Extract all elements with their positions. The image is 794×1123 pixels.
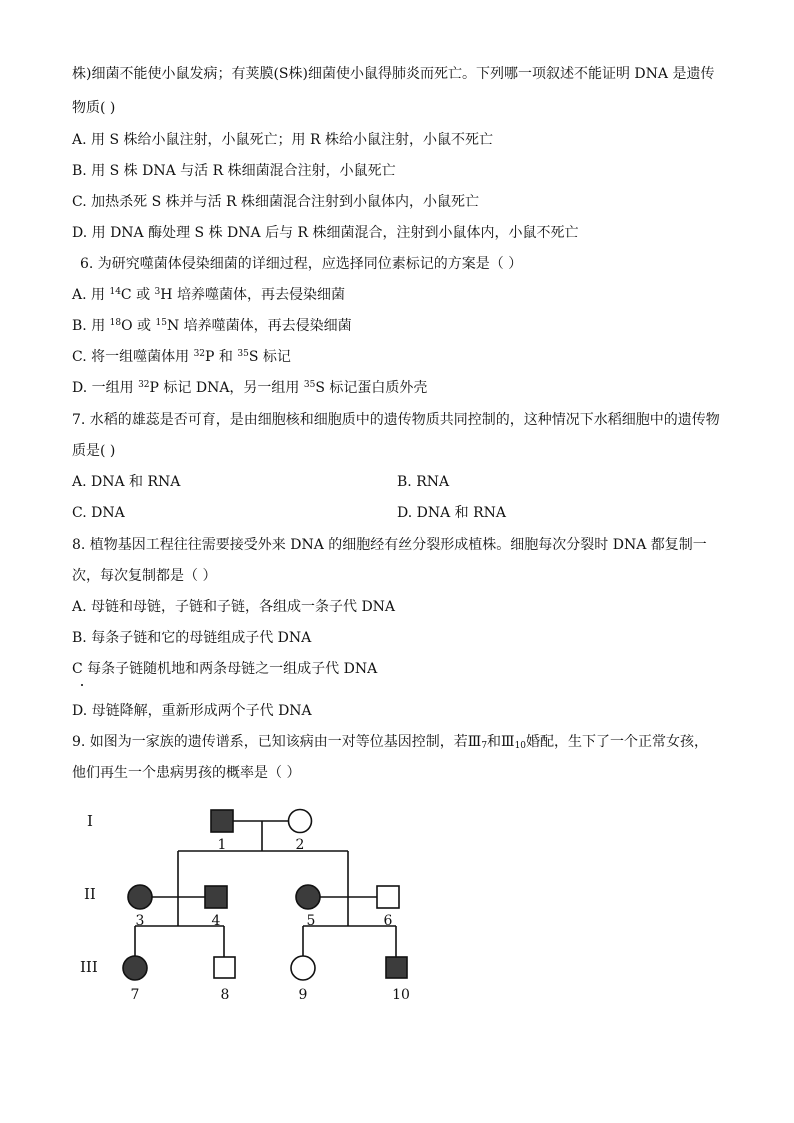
individual-number-5: 5 xyxy=(306,913,316,929)
question-5-option-d: D. 用 DNA 酶处理 S 株 DNA 后与 R 株细菌混合，注射到小鼠体内，小鼠不死亡 xyxy=(72,225,579,241)
question-6-option-a: A. 用 $^{14}$C 或 $^3$H 培养噬菌体，再去侵染细菌 xyxy=(72,287,345,303)
question-8-stem-line-1: 8. 植物基因工程往往需要接受外来 DNA 的细胞经有丝分裂形成植株。细胞每次分裂时 DNA 都复制一 xyxy=(72,537,707,553)
individual-1-affected-male xyxy=(211,810,233,832)
individual-3-affected-female xyxy=(128,885,152,909)
individual-9-normal-female xyxy=(291,956,315,980)
question-8-option-b: B. 每条子链和它的母链组成子代 DNA xyxy=(72,630,312,646)
question-5-stem-line-1: 株)细菌不能使小鼠发病；有荚膜(S株)细菌使小鼠得肺炎而死亡。下列哪一项叙述不能证明 DNA 是遗传 xyxy=(72,66,715,82)
individual-number-2: 2 xyxy=(295,837,305,853)
question-8-stem-line-2: 次，每次复制都是（ ） xyxy=(72,568,217,584)
question-8-option-c: C 每条子链随机地和两条母链之一组成子代 DNA xyxy=(72,661,378,677)
individual-number-10: 10 xyxy=(392,987,410,1003)
individual-5-affected-female xyxy=(296,885,320,909)
question-5-option-b: B. 用 S 株 DNA 与活 R 株细菌混合注射，小鼠死亡 xyxy=(72,163,396,179)
question-7-option-d: D. DNA 和 RNA xyxy=(397,505,507,521)
individual-number-4: 4 xyxy=(211,913,221,929)
individual-number-9: 9 xyxy=(298,987,308,1003)
question-6-option-c: C. 将一组噬菌体用 $^{32}$P 和 $^{35}$S 标记 xyxy=(72,349,291,365)
question-9-stem-line-2: 他们再生一个患病男孩的概率是（ ） xyxy=(72,765,301,781)
individual-number-7: 7 xyxy=(130,987,140,1003)
question-5-option-a: A. 用 S 株给小鼠注射，小鼠死亡；用 R 株给小鼠注射，小鼠不死亡 xyxy=(72,132,493,148)
individual-number-8: 8 xyxy=(220,987,230,1003)
individual-8-normal-male xyxy=(214,957,235,978)
question-6-option-d: D. 一组用 $^{32}$P 标记 DNA，另一组用 $^{35}$S 标记蛋白质外壳 xyxy=(72,380,428,396)
individual-number-3: 3 xyxy=(135,913,145,929)
question-7-option-b: B. RNA xyxy=(397,474,450,490)
question-7-option-c: C. DNA xyxy=(72,505,125,521)
generation-label-2: II xyxy=(84,885,96,903)
question-5-option-c: C. 加热杀死 S 株并与活 R 株细菌混合注射到小鼠体内，小鼠死亡 xyxy=(72,194,480,210)
question-7-stem-line-2: 质是( ) xyxy=(72,443,116,459)
individual-7-affected-female xyxy=(123,956,147,980)
individual-number-1: 1 xyxy=(217,837,227,853)
individual-4-affected-male xyxy=(205,886,227,908)
question-7-stem-line-1: 7. 水稻的雄蕊是否可育，是由细胞核和细胞质中的遗传物质共同控制的，这种情况下水稻细胞中的遗传物 xyxy=(72,412,720,428)
question-6-stem: 6. 为研究噬菌体侵染细菌的详细过程，应选择同位素标记的方案是（ ） xyxy=(80,256,523,272)
individual-2-normal-female xyxy=(289,810,312,833)
question-6-option-b: B. 用 $^{18}$O 或 $^{15}$N 培养噬菌体，再去侵染细菌 xyxy=(72,318,352,334)
generation-label-3: III xyxy=(80,958,98,976)
question-9-stem-line-1: 9. 如图为一家族的遗传谱系，已知该病由一对等位基因控制，若$Ⅲ_7$和$Ⅲ_{10}$婚配，生下了一个正常女孩， xyxy=(72,734,709,751)
question-7-option-a: A. DNA 和 RNA xyxy=(72,474,181,490)
generation-label-1: I xyxy=(87,812,93,830)
question-8-option-d: D. 母链降解，重新形成两个子代 DNA xyxy=(72,703,312,719)
question-5-stem-line-2: 物质( ) xyxy=(72,100,116,116)
individual-number-6: 6 xyxy=(383,913,393,929)
question-8-option-a: A. 母链和母链，子链和子链，各组成一条子代 DNA xyxy=(72,599,396,615)
individual-6-normal-male xyxy=(377,886,399,908)
stray-dot xyxy=(81,684,83,686)
individual-10-affected-male xyxy=(386,957,407,978)
